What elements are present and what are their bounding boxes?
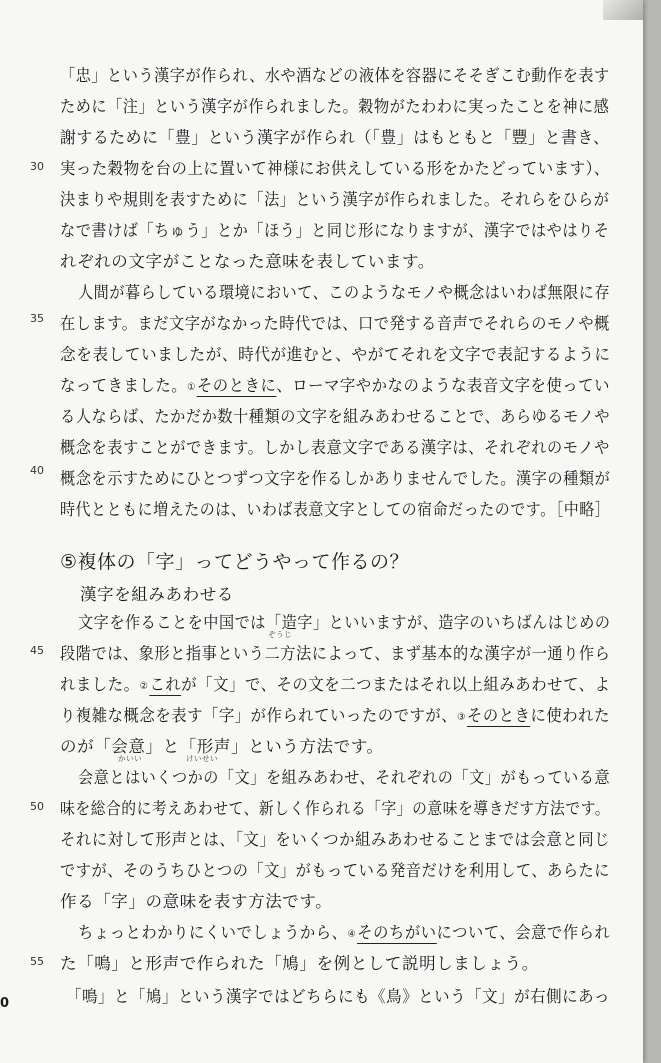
question-marker-4: ④ <box>347 929 357 940</box>
text-segment: り複雑な概念を表す「字」が作られていったのですが、 <box>60 706 458 725</box>
ruby-keisei: けいせい <box>186 754 218 763</box>
line-number-30: 30 <box>30 160 44 173</box>
text-line: それに対して形声とは、「文」をいくつか組みあわせることまでは会意と同じ <box>60 830 611 849</box>
ruby-kaii: かいい <box>118 754 142 763</box>
text-line: る人ならば、たかだか数十種類の文字を組みあわせることで、あらゆるモノや <box>60 407 611 426</box>
text-line: ために「注」という漢字が作られました。穀物がたわわに実ったことを神に感 <box>60 97 610 116</box>
text-segment: ちょっとわかりにくいでしょうから、 <box>78 923 348 942</box>
text-line: た「鳴」と形声で作られた「鳩」を例として説明しましょう。 <box>60 954 539 973</box>
text-line: 念を表していましたが、時代が進むと、やがてそれを文字で表記するように <box>60 345 611 364</box>
text-segment: なってきました。 <box>60 376 188 395</box>
text-line: 会意とはいくつかの「文」を組みあわせ、それぞれの「文」がもっている意 <box>78 768 611 787</box>
text-line <box>60 375 610 399</box>
text-line <box>60 674 611 698</box>
question-marker-1: ① <box>187 382 196 393</box>
text-segment: 、ローマ字やかなのような表音文字を使ってい <box>276 376 610 395</box>
text-line: 概念を表すことができます。しかし表意文字である漢字は、それぞれのモノや <box>60 438 610 457</box>
text-line: 時代とともに増えたのは、いわば表意文字としての宿命だったのです。［中略］ <box>60 500 611 519</box>
line-number-40: 40 <box>30 464 44 477</box>
question-marker-3: ③ <box>457 712 467 723</box>
text-line: 謝するために「豊」という漢字が作られ（「豊」はもともと「豐」と書き、 <box>60 128 610 147</box>
underlined-phrase-3: そのとき <box>466 706 531 725</box>
question-marker-2: ② <box>139 681 149 692</box>
line-number-55: 55 <box>30 955 44 968</box>
text-line: ですが、そのうちひとつの「文」がもっている発音だけを利用して、あらたに <box>60 861 611 880</box>
page-corner <box>603 0 643 20</box>
underlined-phrase-4: そのちがい <box>357 923 437 942</box>
line-number-45: 45 <box>30 644 44 657</box>
text-line: 味を総合的に考えあわせて、新しく作られる「字」の意味を導きだす方法です。 <box>60 799 611 818</box>
underlined-phrase-2: これ <box>149 675 182 694</box>
line-number-35: 35 <box>30 312 44 325</box>
ruby-zouji: ぞうじ <box>268 630 292 639</box>
line-number-50: 50 <box>30 800 44 813</box>
text-segment: に使われた <box>530 706 610 725</box>
text-line: 人間が暮らしている環境において、このようなモノや概念はいわば無限に存 <box>78 283 611 302</box>
text-segment: れました。 <box>60 675 140 694</box>
sub-heading: 漢字を組みあわせる <box>80 585 234 604</box>
text-line: なで書けば「ちゅう」とか「ほう」と同じ形になりますが、漢字ではやはりそ <box>60 221 610 240</box>
text-line: 決まりや規則を表すために「法」という漢字が作られました。それらをひらが <box>60 190 610 209</box>
text-line: 「鳴」と「鳩」という漢字ではどちらにも《鳥》という「文」が右側にあっ <box>66 987 611 1006</box>
section-heading: ⑤複体の「字」ってどうやって作るの？ <box>60 551 410 573</box>
underlined-phrase-1: そのときに <box>196 376 277 395</box>
text-line: 概念を示すためにひとつずつ文字を作るしかありませんでした。漢字の種類が <box>60 469 611 488</box>
text-line: 在します。まだ文字がなかった時代では、口で発する音声でそれらのモノや概 <box>60 314 610 333</box>
text-segment: について、会意で作られ <box>436 923 611 942</box>
text-line: 作る「字」の意味を表す方法です。 <box>60 892 333 911</box>
text-line: のが「会意」と「形声」という方法です。 <box>60 737 384 756</box>
text-segment: が「文」で、その文を二つまたはそれ以上組みあわせて、よ <box>181 675 611 694</box>
text-line: 実った穀物を台の上に置いて神様にお供えしている形をかたどっています）、 <box>60 159 610 178</box>
text-line: 段階では、象形と指事という二方法によって、まず基本的な漢字が一通り作ら <box>60 644 611 663</box>
text-line <box>78 922 610 946</box>
text-line: 「忠」という漢字が作られ、水や酒などの液体を容器にそそぎこむ動作を表す <box>60 66 610 85</box>
page-number: 0 <box>0 996 10 1011</box>
text-line: 文字を作ることを中国では「造字」といいますが、造字のいちばんはじめの <box>78 613 611 632</box>
text-line: れぞれの文字がことなった意味を表しています。 <box>60 252 435 271</box>
text-line <box>60 705 610 729</box>
